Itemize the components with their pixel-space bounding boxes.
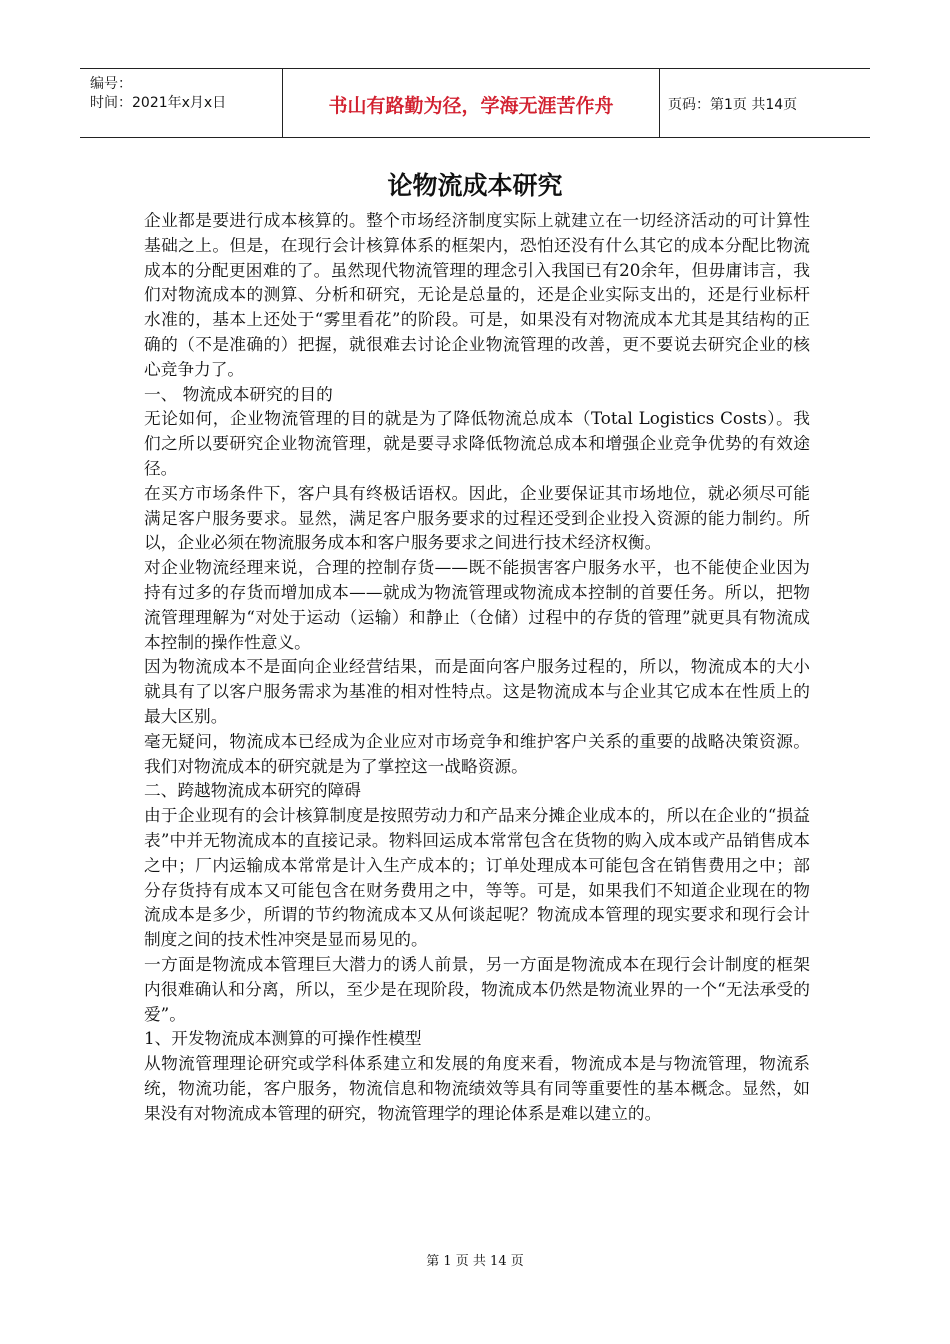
body-paragraph: 毫无疑问，物流成本已经成为企业应对市场竞争和维护客户关系的重要的战略决策资源。我们对物流成本的研究就是为了掌控这一战略资源。 [144,730,810,776]
body-paragraph: 企业都是要进行成本核算的。整个市场经济制度实际上就建立在一切经济活动的可计算性基础之上。但是，在现行会计核算体系的框架内，恐怕还没有什么其它的成本分配比物流成本的分配更困难的了。虽然现代物流管理的理念引入我国已有20余年，但毋庸讳言，我们对物流成本的测算、分析和研究，无论是总量的，还是企业实际支出的，还是行业标杆水准的，基本上还处于“雾里看花”的阶段。可是，如果没有对物流成本尤其是其结构的正确的（不是准确的）把握，就很难去讨论企业物流管理的改善，更不要说去研究企业的核心竞争力了。 [144,210,810,379]
body-paragraph: 因为物流成本不是面向企业经营结果，而是面向客户服务过程的，所以，物流成本的大小就具有了以客户服务需求为基准的相对性特点。这是物流成本与企业其它成本在性质上的最大区别。 [144,656,810,726]
document-header [80,68,870,138]
body-paragraph: 由于企业现有的会计核算制度是按照劳动力和产品来分摊企业成本的，所以在企业的“损益表”中并无物流成本的直接记录。物料回运成本常常包含在货物的购入成本或产品销售成本之中；厂内运输成本常常是计入生产成本的；订单处理成本可能包含在销售费用之中；部分存货持有成本又可能包含在财务费用之中，等等。可是，如果我们不知道企业现在的物流成本是多少，所谓的节约物流成本又从何谈起呢？物流成本管理的现实要求和现行会计制度之间的技术性冲突是显而易见的。 [144,805,810,950]
header-motto: 书山有路勤为径，学海无涯苦作舟 [328,95,614,117]
section-heading: 一、 物流成本研究的目的 [144,383,333,404]
page-footer: 第 1 页 共 14 页 [426,1254,524,1269]
header-page-cell [660,69,870,137]
document-body [144,208,810,1125]
document-date-label: 时间：2021年x月x日 [90,95,227,111]
body-paragraph: 对企业物流经理来说，合理的控制存货——既不能损害客户服务水平，也不能使企业因为持有过多的存货而增加成本——就成为物流管理或物流成本控制的首要任务。所以，把物流管理理解为“对处于运动（运输）和静止（仓储）过程中的存货的管理”就更具有物流成本控制的操作性意义。 [144,557,810,652]
header-info-cell [80,69,283,137]
page-title: 论物流成本研究 [387,171,563,200]
body-paragraph: 无论如何，企业物流管理的目的就是为了降低物流总成本（Total Logistics Costs）。我们之所以要研究企业物流管理，就是要寻求降低物流总成本和增强企业竞争优势的有效途径。 [144,408,810,478]
section-heading: 1、开发物流成本测算的可操作性模型 [144,1028,422,1049]
header-page-code: 页码：第1页 共14页 [668,97,798,113]
document-number-label: 编号： [90,76,132,92]
body-paragraph: 从物流管理理论研究或学科体系建立和发展的角度来看，物流成本是与物流管理，物流系统，物流功能，客户服务，物流信息和物流绩效等具有同等重要性的基本概念。显然，如果没有对物流成本管理的研究，物流管理学的理论体系是难以建立的。 [144,1053,810,1123]
body-paragraph: 在买方市场条件下，客户具有终极话语权。因此，企业要保证其市场地位，就必须尽可能满足客户服务要求。显然，满足客户服务要求的过程还受到企业投入资源的能力制约。所以，企业必须在物流服务成本和客户服务要求之间进行技术经济权衡。 [144,482,810,553]
header-motto-cell [283,69,660,137]
body-paragraph: 一方面是物流成本管理巨大潜力的诱人前景，另一方面是物流成本在现行会计制度的框架内很难确认和分离，所以，至少是在现阶段，物流成本仍然是物流业界的一个“无法承受的爱”。 [144,953,810,1024]
section-heading: 二、跨越物流成本研究的障碍 [144,780,361,801]
